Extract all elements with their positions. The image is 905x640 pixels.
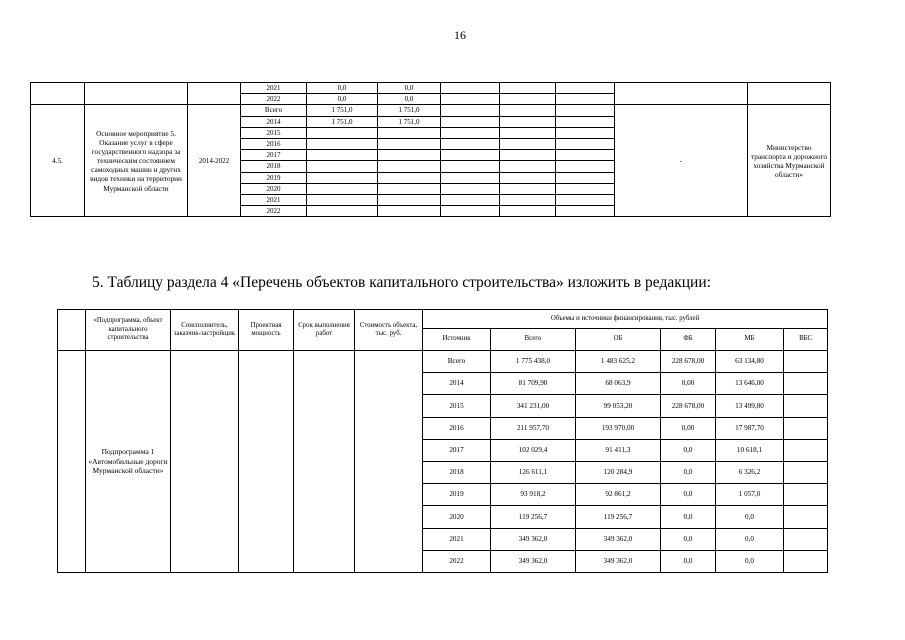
empty-cell bbox=[500, 127, 556, 138]
source-cell: 2018 bbox=[423, 461, 491, 483]
mb-cell: 13 499,80 bbox=[716, 395, 784, 417]
year-cell: 2016 bbox=[241, 138, 307, 149]
empty-cell bbox=[378, 150, 441, 161]
year-cell: 2017 bbox=[241, 150, 307, 161]
empty-cell bbox=[188, 83, 241, 105]
header-fb: ФБ bbox=[661, 329, 716, 351]
empty-cell bbox=[556, 172, 615, 183]
fb-cell: 0,0 bbox=[661, 461, 716, 483]
empty-cell bbox=[378, 127, 441, 138]
total-cell: 349 362,0 bbox=[491, 550, 576, 572]
empty-cell bbox=[441, 161, 500, 172]
mb-cell: 0,0 bbox=[716, 528, 784, 550]
empty-cell bbox=[58, 310, 86, 351]
header-coexecutor: Соисполнитель, заказчик-застройщик bbox=[171, 310, 239, 351]
empty-cell bbox=[500, 150, 556, 161]
vbs-cell bbox=[784, 439, 828, 461]
fb-cell: 0,0 bbox=[661, 439, 716, 461]
empty-cell bbox=[500, 105, 556, 116]
empty-cell bbox=[58, 351, 86, 573]
row-number: 4.5. bbox=[31, 105, 85, 217]
year-cell: 2014 bbox=[241, 116, 307, 127]
empty-cell bbox=[307, 161, 378, 172]
empty-cell bbox=[378, 172, 441, 183]
empty-cell bbox=[556, 194, 615, 205]
header-ob: ОБ bbox=[576, 329, 661, 351]
empty-cell bbox=[556, 94, 615, 105]
fb-cell: 0,00 bbox=[661, 417, 716, 439]
vbs-cell bbox=[784, 417, 828, 439]
empty-cell bbox=[441, 138, 500, 149]
source-cell: 2020 bbox=[423, 506, 491, 528]
mb-cell: 0,0 bbox=[716, 506, 784, 528]
empty-cell bbox=[441, 116, 500, 127]
empty-cell bbox=[307, 183, 378, 194]
empty-cell bbox=[307, 150, 378, 161]
header-term: Срок выполнения работ bbox=[294, 310, 355, 351]
mb-cell: 6 326,2 bbox=[716, 461, 784, 483]
total-cell: 102 029,4 bbox=[491, 439, 576, 461]
ob-cell: 1 483 625,2 bbox=[576, 351, 661, 373]
empty-cell bbox=[615, 83, 748, 105]
total-cell: 93 918,2 bbox=[491, 484, 576, 506]
empty-cell bbox=[441, 150, 500, 161]
empty-cell bbox=[31, 83, 85, 105]
ob-cell: 120 284,9 bbox=[576, 461, 661, 483]
empty-cell bbox=[441, 183, 500, 194]
year-cell: 2015 bbox=[241, 127, 307, 138]
vbs-cell bbox=[784, 484, 828, 506]
source-cell: 2017 bbox=[423, 439, 491, 461]
empty-cell bbox=[500, 161, 556, 172]
mb-cell: 0,0 bbox=[716, 550, 784, 572]
mb-cell: 13 646,00 bbox=[716, 373, 784, 395]
header-source: Источник bbox=[423, 329, 491, 351]
empty-cell bbox=[441, 172, 500, 183]
page-number: 16 bbox=[454, 28, 466, 42]
subprogram-name: Подпрограмма 1 «Автомобильные дороги Мурманской области» bbox=[86, 351, 171, 573]
year-cell: Всего bbox=[241, 105, 307, 116]
source-cell: 2021 bbox=[423, 528, 491, 550]
empty-cell bbox=[500, 116, 556, 127]
ob-cell: 92 861,2 bbox=[576, 484, 661, 506]
empty-cell bbox=[355, 351, 423, 573]
empty-cell bbox=[556, 206, 615, 217]
year-cell: 2022 bbox=[241, 94, 307, 105]
empty-cell bbox=[500, 83, 556, 94]
total-cell: 81 709,90 bbox=[491, 373, 576, 395]
empty-cell bbox=[500, 194, 556, 205]
total-cell: 119 256,7 bbox=[491, 506, 576, 528]
value-cell: 0,0 bbox=[307, 83, 378, 94]
total-cell: 126 611,1 bbox=[491, 461, 576, 483]
ob-cell: 91 411,3 bbox=[576, 439, 661, 461]
empty-cell bbox=[307, 172, 378, 183]
empty-cell bbox=[441, 83, 500, 94]
mb-cell: 10 618,1 bbox=[716, 439, 784, 461]
header-financing: Объемы и источники финансирования, тыс. рублей bbox=[423, 310, 828, 329]
empty-cell bbox=[378, 183, 441, 194]
value-cell: 1 751,0 bbox=[307, 105, 378, 116]
header-capacity: Проектная мощность bbox=[239, 310, 294, 351]
header-mb: МБ bbox=[716, 329, 784, 351]
year-cell: 2019 bbox=[241, 172, 307, 183]
fb-cell: 0,0 bbox=[661, 484, 716, 506]
vbs-cell bbox=[784, 373, 828, 395]
empty-cell bbox=[556, 105, 615, 116]
empty-cell bbox=[556, 116, 615, 127]
year-cell: 2022 bbox=[241, 206, 307, 217]
empty-cell bbox=[500, 94, 556, 105]
empty-cell bbox=[307, 127, 378, 138]
value-cell: 1 751,0 bbox=[307, 116, 378, 127]
vbs-cell bbox=[784, 550, 828, 572]
source-cell: 2022 bbox=[423, 550, 491, 572]
empty-cell bbox=[378, 194, 441, 205]
source-cell: 2014 bbox=[423, 373, 491, 395]
fb-cell: 0,0 bbox=[661, 550, 716, 572]
total-cell: 341 231,00 bbox=[491, 395, 576, 417]
activities-table bbox=[30, 82, 831, 217]
year-cell: 2020 bbox=[241, 183, 307, 194]
ob-cell: 99 053,20 bbox=[576, 395, 661, 417]
result-cell: - bbox=[615, 105, 748, 217]
ob-cell: 68 063,9 bbox=[576, 373, 661, 395]
total-cell: 1 775 438,0 bbox=[491, 351, 576, 373]
vbs-cell bbox=[784, 395, 828, 417]
empty-cell bbox=[85, 83, 188, 105]
source-cell: 2015 bbox=[423, 395, 491, 417]
empty-cell bbox=[441, 94, 500, 105]
fb-cell: 0,0 bbox=[661, 506, 716, 528]
empty-cell bbox=[239, 351, 294, 573]
vbs-cell bbox=[784, 528, 828, 550]
value-cell: 0,0 bbox=[378, 94, 441, 105]
fb-cell: 228 678,00 bbox=[661, 351, 716, 373]
header-cost: Стоимость объекта, тыс. руб. bbox=[355, 310, 423, 351]
value-cell: 0,0 bbox=[307, 94, 378, 105]
activity-description: Основное мероприятие 5. Оказание услуг в сфере государственного надзора за техническим состоянием самоходных машин и других видов техники на территории Мурманской области bbox=[85, 105, 188, 217]
empty-cell bbox=[556, 183, 615, 194]
header-total: Всего bbox=[491, 329, 576, 351]
year-cell: 2021 bbox=[241, 83, 307, 94]
empty-cell bbox=[307, 194, 378, 205]
mb-cell: 17 987,70 bbox=[716, 417, 784, 439]
empty-cell bbox=[556, 161, 615, 172]
empty-cell bbox=[171, 351, 239, 573]
section-heading: 5. Таблицу раздела 4 «Перечень объектов капитального строительства» изложить в редакции: bbox=[92, 274, 711, 291]
ob-cell: 193 970,00 bbox=[576, 417, 661, 439]
empty-cell bbox=[500, 172, 556, 183]
source-cell: 2019 bbox=[423, 484, 491, 506]
header-vbs: ВБС bbox=[784, 329, 828, 351]
empty-cell bbox=[441, 194, 500, 205]
empty-cell bbox=[294, 351, 355, 573]
capital-construction-table bbox=[57, 309, 828, 573]
header-subprogram: «Подпрограмма, объект капитального строительства bbox=[86, 310, 171, 351]
empty-cell bbox=[378, 138, 441, 149]
source-cell: Всего bbox=[423, 351, 491, 373]
empty-cell bbox=[307, 206, 378, 217]
activity-period: 2014-2022 bbox=[188, 105, 241, 217]
executor-cell: Министерство транспорта и дорожного хозяйства Мурманской области» bbox=[748, 105, 831, 217]
value-cell: 1 751,0 bbox=[378, 105, 441, 116]
table-row bbox=[58, 351, 828, 373]
table-row bbox=[31, 83, 831, 94]
empty-cell bbox=[748, 83, 831, 105]
year-cell: 2018 bbox=[241, 161, 307, 172]
empty-cell bbox=[307, 138, 378, 149]
vbs-cell bbox=[784, 506, 828, 528]
total-cell: 211 957,70 bbox=[491, 417, 576, 439]
empty-cell bbox=[556, 127, 615, 138]
mb-cell: 1 057,0 bbox=[716, 484, 784, 506]
fb-cell: 0,00 bbox=[661, 373, 716, 395]
empty-cell bbox=[441, 105, 500, 116]
vbs-cell bbox=[784, 351, 828, 373]
empty-cell bbox=[500, 138, 556, 149]
source-cell: 2016 bbox=[423, 417, 491, 439]
empty-cell bbox=[556, 150, 615, 161]
empty-cell bbox=[378, 161, 441, 172]
empty-cell bbox=[378, 206, 441, 217]
empty-cell bbox=[556, 138, 615, 149]
ob-cell: 349 362,0 bbox=[576, 528, 661, 550]
fb-cell: 228 678,00 bbox=[661, 395, 716, 417]
total-cell: 349 362,0 bbox=[491, 528, 576, 550]
table-row bbox=[31, 105, 831, 116]
empty-cell bbox=[500, 183, 556, 194]
empty-cell bbox=[441, 127, 500, 138]
empty-cell bbox=[556, 83, 615, 94]
value-cell: 0,0 bbox=[378, 83, 441, 94]
ob-cell: 119 256,7 bbox=[576, 506, 661, 528]
vbs-cell bbox=[784, 461, 828, 483]
empty-cell bbox=[500, 206, 556, 217]
fb-cell: 0,0 bbox=[661, 528, 716, 550]
value-cell: 1 751,0 bbox=[378, 116, 441, 127]
ob-cell: 349 362,0 bbox=[576, 550, 661, 572]
empty-cell bbox=[441, 206, 500, 217]
year-cell: 2021 bbox=[241, 194, 307, 205]
mb-cell: 63 134,80 bbox=[716, 351, 784, 373]
